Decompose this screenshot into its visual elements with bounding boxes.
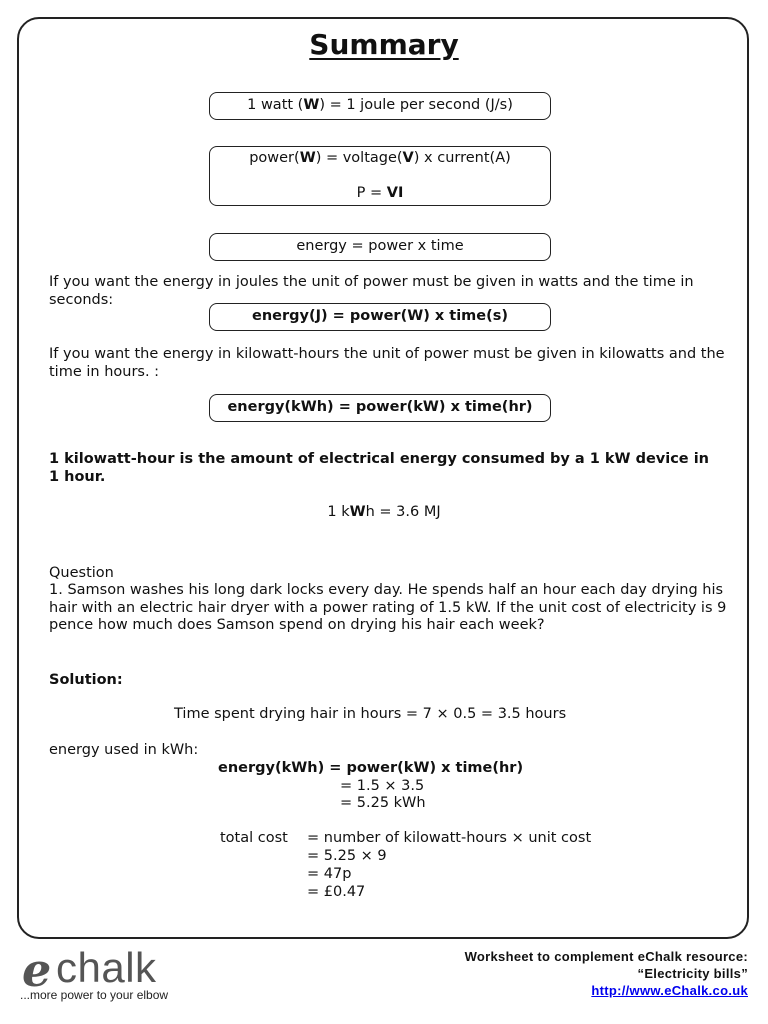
logo-e-icon	[20, 950, 60, 992]
text: power(	[249, 150, 300, 166]
solution-cost-step: = 47p	[307, 866, 352, 882]
footer-resource-name: “Electricity bills”	[637, 966, 748, 981]
text: ) x time(hr)	[429, 760, 524, 776]
text: h) = power(k	[316, 399, 423, 415]
unit-symbol: V	[402, 150, 414, 166]
footer-line: Worksheet to complement eChalk resource:	[464, 949, 748, 964]
formula-box-watt	[209, 92, 551, 120]
footer-credit	[465, 948, 748, 999]
text: ) = voltage(	[315, 150, 403, 166]
echalk-logo	[20, 944, 200, 1006]
power-formula-line	[210, 150, 550, 166]
text: ) x current(A)	[413, 150, 511, 166]
formula-box-energy-joules	[209, 303, 551, 331]
unit-symbol: W	[303, 97, 320, 113]
solution-energy-step: = 5.25 kWh	[340, 795, 426, 811]
unit-symbol: W	[422, 399, 439, 415]
kwh-definition: 1 kilowatt-hour is the amount of electrical energy consumed by a 1 kW device in 1 hour.	[49, 451, 709, 485]
text: 1 k	[327, 504, 350, 520]
solution-cost-step: = £0.47	[307, 884, 366, 900]
unit-symbol: W	[300, 399, 317, 415]
unit-symbol: W	[291, 760, 308, 776]
text: ) = 1 joule per second (J/s)	[319, 97, 513, 113]
solution-energy-intro: energy used in kWh:	[49, 742, 199, 758]
formula-box-energy-kwh	[209, 394, 551, 422]
unit-symbol: W	[299, 150, 316, 166]
page-title: Summary	[309, 28, 459, 61]
unit-symbol: W	[407, 308, 424, 324]
text: energy(k	[218, 760, 292, 776]
solution-cost-label: total cost	[220, 830, 288, 846]
symbol: VI	[386, 185, 404, 201]
question-heading: Question	[49, 565, 114, 581]
solution-heading: Solution:	[49, 672, 123, 688]
paragraph-kwh: If you want the energy in kilowatt-hours the unit of power must be given in kilowatts and the time in hours. :	[49, 346, 725, 380]
solution-energy-formula	[218, 760, 523, 776]
unit-symbol: W	[349, 504, 366, 520]
text: h) = power(k	[307, 760, 414, 776]
text: h = 3.6 MJ	[365, 504, 441, 520]
text: ) x time(s)	[423, 308, 509, 324]
text: P =	[356, 185, 387, 201]
footer-link[interactable]: http://www.eChalk.co.uk	[591, 983, 748, 998]
kwh-conversion	[0, 504, 768, 520]
unit-symbol: W	[413, 760, 430, 776]
formula-box-power	[209, 146, 551, 206]
solution-energy-step: = 1.5 × 3.5	[340, 778, 425, 794]
logo-word: chalk	[56, 944, 157, 991]
solution-cost-step: = number of kilowatt-hours × unit cost	[307, 830, 592, 846]
power-symbol-line	[210, 185, 550, 201]
text: energy(J) = power(	[251, 308, 408, 324]
paragraph-joules: If you want the energy in joules the unit of power must be given in watts and the time in seconds:	[49, 274, 694, 308]
text: 1 watt (	[247, 97, 304, 113]
text: ) x time(hr)	[438, 399, 533, 415]
question-text: 1. Samson washes his long dark locks every day. He spends half an hour each day drying his hair with an electric hair dryer with a power rating of 1.5 kW. If the unit cost of electricity is 9 pence how much does Samson spend on drying his hair each week?	[49, 582, 727, 633]
formula-box-energy: energy = power x time	[209, 233, 551, 261]
text: energy(k	[227, 399, 301, 415]
logo-tagline: ...more power to your elbow	[20, 988, 169, 1002]
solution-cost-step: = 5.25 × 9	[307, 848, 387, 864]
logo-letter: e	[22, 950, 52, 992]
solution-time-line: Time spent drying hair in hours = 7 × 0.5 = 3.5 hours	[174, 706, 567, 722]
